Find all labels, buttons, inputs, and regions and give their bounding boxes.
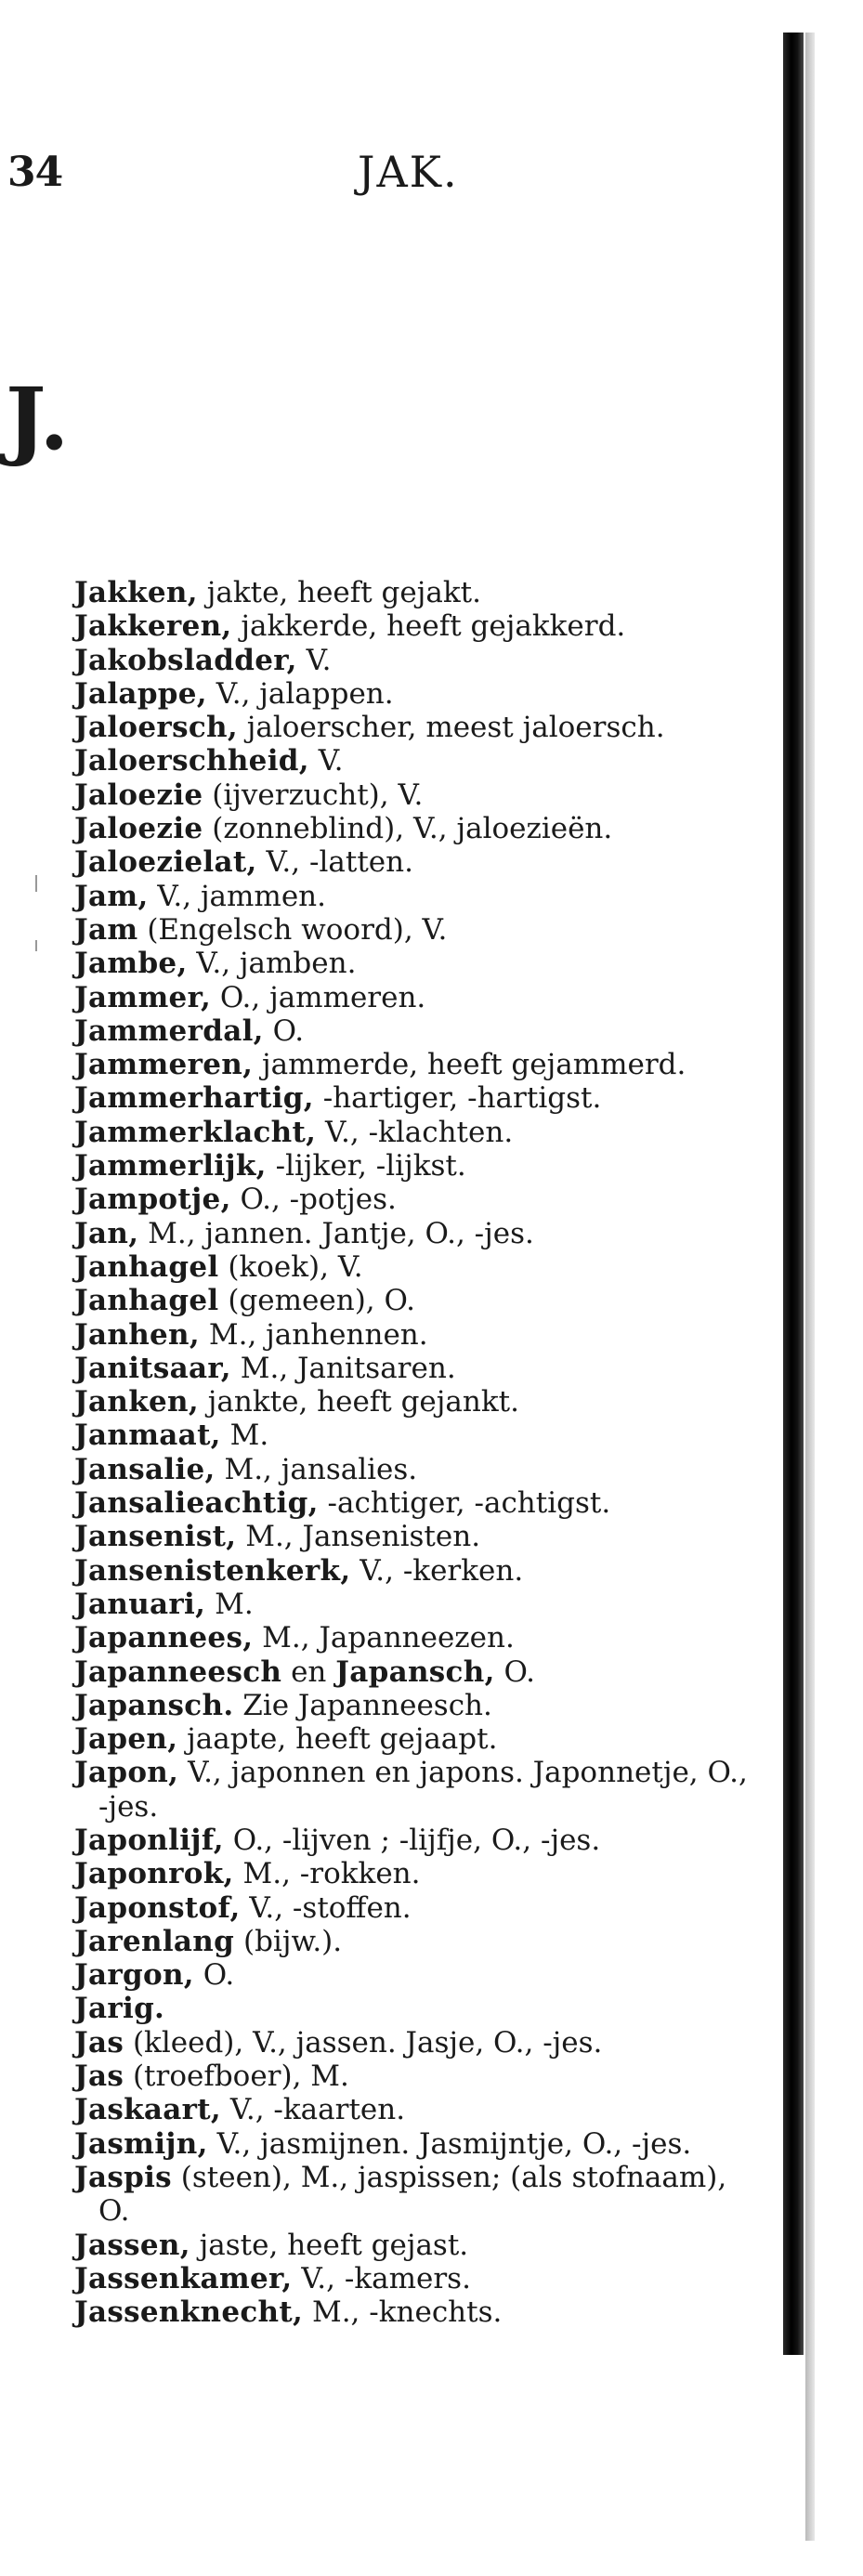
- entry-headword: Jammerdal,: [74, 1013, 264, 1048]
- page-spine-edge: [783, 33, 804, 2355]
- entry-definition: M., -knechts.: [303, 2295, 503, 2330]
- entry-headword: Japonlijf,: [74, 1823, 224, 1857]
- dictionary-entry: [74, 1958, 762, 1992]
- dictionary-entry: [74, 913, 762, 947]
- entry-headword: Jammerhartig,: [74, 1081, 314, 1116]
- dictionary-entry: [74, 1453, 762, 1486]
- dictionary-entry: [74, 1116, 762, 1149]
- entry-definition: jakkerde, heeft gejakkerd.: [231, 609, 626, 644]
- entry-headword: Janhagel: [74, 1249, 219, 1284]
- entry-definition: V., jasmijnen. Jasmijntje, O., -jes.: [207, 2126, 692, 2161]
- entry-definition: (koek), V.: [218, 1249, 363, 1284]
- entry-headword: Jansalieachtig,: [74, 1486, 319, 1521]
- dictionary-entry: [74, 1318, 762, 1352]
- entry-definition: -lijker, -lijkst.: [266, 1149, 466, 1183]
- entry-definition: M., Japanneezen.: [253, 1621, 515, 1655]
- entry-headword: Jakkeren,: [74, 609, 232, 644]
- entry-definition: M.: [205, 1587, 254, 1621]
- entry-headword: Japen,: [74, 1722, 178, 1757]
- dictionary-entry: [74, 1689, 762, 1722]
- entry-definition: V., japonnen en japons. Japonnetje, O., -jes.: [98, 1756, 748, 1824]
- entry-definition: V.: [296, 643, 332, 677]
- entry-definition: (steen), M., jaspissen; (als stofnaam), O.: [98, 2160, 727, 2229]
- dictionary-entry: [74, 1520, 762, 1553]
- entry-headword: Japonrok,: [74, 1857, 234, 1891]
- entry-definition: jammerde, heeft gejammerd.: [253, 1048, 686, 1082]
- entry-headword: Japon,: [74, 1756, 179, 1790]
- entry-headword: Jammerklacht,: [74, 1115, 317, 1149]
- dictionary-entry: [74, 2059, 762, 2093]
- entry-headword: Jaspis: [74, 2160, 172, 2194]
- dictionary-entry: [74, 947, 762, 980]
- dictionary-entry: [74, 1824, 762, 1857]
- dictionary-entry: [74, 1149, 762, 1183]
- entry-definition: en: [281, 1654, 336, 1689]
- dictionary-entry: [74, 1284, 762, 1317]
- dictionary-entry: [74, 778, 762, 812]
- dictionary-entry: [74, 744, 762, 778]
- dictionary-entry: [74, 1250, 762, 1284]
- dictionary-entry: [74, 1486, 762, 1520]
- entry-headword: Jansenistenkerk,: [74, 1553, 351, 1588]
- entry-definition: V., jamben.: [187, 947, 357, 981]
- entry-definition: O., jammeren.: [211, 980, 426, 1014]
- dictionary-entry: [74, 644, 762, 677]
- entry-definition: V., jalappen.: [206, 676, 394, 711]
- dictionary-entry: [74, 1588, 762, 1621]
- dictionary-entry: [74, 1183, 762, 1216]
- dictionary-entry: [74, 2295, 762, 2329]
- entry-definition: O.: [193, 1958, 235, 1993]
- dictionary-entry: [74, 1655, 762, 1689]
- running-head: JAK.: [358, 147, 459, 197]
- page-spine-shadow: [805, 33, 815, 2541]
- dictionary-entry: [74, 1081, 762, 1115]
- entry-headword: Jassenknecht,: [74, 2295, 304, 2330]
- entry-headword: Japansch,: [335, 1654, 495, 1689]
- entry-definition: M., jannen. Jantje, O., -jes.: [138, 1216, 534, 1250]
- dictionary-entry: [74, 1992, 762, 2025]
- entry-headword: Jansenist,: [74, 1520, 237, 1554]
- entry-headword: Japannees,: [74, 1621, 254, 1655]
- dictionary-entry: [74, 2161, 762, 2229]
- entry-definition: M., janhennen.: [200, 1317, 428, 1352]
- entry-headword: Jaloezielat,: [74, 845, 257, 880]
- dictionary-entry: [74, 2262, 762, 2295]
- entry-definition: (ijverzucht), V.: [203, 778, 424, 812]
- dictionary-entry: [74, 2026, 762, 2059]
- entry-headword: Jas: [74, 2025, 124, 2059]
- entry-definition: (Engelsch woord), V.: [137, 912, 448, 947]
- entry-headword: Jammerlijk,: [74, 1149, 267, 1183]
- dictionary-entry: [74, 1352, 762, 1385]
- entry-definition: M., jansalies.: [215, 1452, 418, 1486]
- entry-headword: Jaloezie: [74, 812, 203, 846]
- entry-definition: M., Jansenisten.: [236, 1520, 481, 1554]
- dictionary-entry: [74, 1925, 762, 1958]
- entry-definition: O.: [494, 1654, 535, 1689]
- dictionary-entry: [74, 880, 762, 913]
- entry-definition: -achtiger, -achtigst.: [318, 1486, 611, 1521]
- entry-definition: jankte, heeft gejankt.: [198, 1385, 519, 1419]
- dictionary-entry: [74, 1385, 762, 1419]
- page-number: 34: [7, 149, 63, 196]
- dictionary-entry: [74, 1217, 762, 1250]
- dictionary-entry: [74, 677, 762, 711]
- entry-headword: Jaloerschheid,: [74, 744, 309, 778]
- entry-definition: -hartiger, -hartigst.: [313, 1081, 602, 1116]
- entry-definition: Zie Japanneesch.: [233, 1688, 492, 1722]
- entry-headword: Janitsaar,: [74, 1351, 231, 1385]
- margin-mark: [35, 940, 37, 951]
- entry-headword: Jakobsladder,: [74, 643, 297, 677]
- entry-definition: (troefboer), M.: [124, 2059, 349, 2094]
- entry-definition: M., Janitsaren.: [230, 1351, 456, 1385]
- entry-headword: Jammeren,: [74, 1048, 254, 1082]
- dictionary-entry: [74, 609, 762, 643]
- entry-headword: Jammer,: [74, 980, 212, 1014]
- entry-definition: (gemeen), O.: [218, 1284, 415, 1318]
- entry-definition: jaste, heeft gejast.: [190, 2228, 469, 2262]
- dictionary-entry: [74, 711, 762, 744]
- entry-headword: Jam: [74, 912, 138, 947]
- entry-headword: Jas: [74, 2059, 124, 2094]
- entry-definition: O.: [263, 1013, 305, 1048]
- dictionary-entry: [74, 1756, 762, 1824]
- entry-definition: V., -kamers.: [292, 2261, 471, 2295]
- entry-headword: Jarig.: [74, 1992, 165, 2026]
- entry-headword: Jasmijn,: [74, 2126, 208, 2161]
- entry-headword: Januari,: [74, 1587, 206, 1621]
- dictionary-entry: [74, 1722, 762, 1756]
- entry-definition: jakte, heeft gejakt.: [197, 576, 481, 609]
- dictionary-entry: [74, 2229, 762, 2262]
- entry-definition: M., -rokken.: [233, 1857, 421, 1891]
- entry-definition: O., -potjes.: [230, 1183, 397, 1217]
- entry-headword: Jaskaart,: [74, 2093, 222, 2127]
- entry-definition: M.: [220, 1419, 269, 1453]
- dictionary-entry: [74, 1621, 762, 1654]
- entry-headword: Japonstof,: [74, 1890, 241, 1925]
- dictionary-entry: [74, 981, 762, 1014]
- entry-definition: (bijw.).: [234, 1924, 343, 1958]
- entry-definition: O., -lijven ; -lijfje, O., -jes.: [223, 1823, 601, 1857]
- entry-headword: Japansch.: [74, 1688, 234, 1722]
- dictionary-entry: [74, 1014, 762, 1048]
- entry-headword: Jargon,: [74, 1958, 194, 1993]
- entry-definition: (kleed), V., jassen. Jasje, O., -jes.: [124, 2025, 603, 2059]
- entry-definition: V., -stoffen.: [240, 1890, 412, 1925]
- entry-definition: jaapte, heeft gejaapt.: [177, 1722, 498, 1757]
- entry-headword: Janken,: [74, 1385, 199, 1419]
- entry-definition: jaloerscher, meest jaloersch.: [237, 711, 665, 745]
- entry-definition: V., -kerken.: [350, 1553, 524, 1588]
- entry-headword: Jakken,: [74, 576, 198, 609]
- entry-definition: V.: [308, 744, 344, 778]
- entry-headword: Janhagel: [74, 1284, 219, 1318]
- entry-headword: Jam,: [74, 879, 149, 913]
- entry-definition: V., -klachten.: [316, 1115, 514, 1149]
- dictionary-entry: [74, 812, 762, 845]
- dictionary-entry: [74, 1554, 762, 1588]
- entry-list: [74, 576, 762, 2329]
- entry-headword: Jan,: [74, 1216, 139, 1250]
- entry-headword: Jalappe,: [74, 676, 207, 711]
- dictionary-entry: [74, 2127, 762, 2161]
- dictionary-entry: [74, 1857, 762, 1890]
- entry-headword: Janmaat,: [74, 1419, 221, 1453]
- dictionary-entry: [74, 1419, 762, 1452]
- entry-headword: Jampotje,: [74, 1183, 231, 1217]
- entry-headword: Jassenkamer,: [74, 2261, 293, 2295]
- margin-mark: [35, 875, 37, 892]
- entry-definition: V., jammen.: [148, 879, 326, 913]
- dictionary-entry: [74, 1048, 762, 1081]
- entry-definition: V., -latten.: [256, 845, 413, 880]
- entry-headword: Jambe,: [74, 947, 188, 981]
- entry-headword: Jaloersch,: [74, 711, 238, 745]
- entry-definition: (zonneblind), V., jaloezieën.: [203, 812, 613, 846]
- entry-headword: Jarenlang: [74, 1924, 235, 1958]
- dictionary-entry: [74, 576, 762, 609]
- dictionary-entry: [74, 2093, 762, 2126]
- entry-headword: Jassen,: [74, 2228, 190, 2262]
- entry-headword: Jansalie,: [74, 1452, 216, 1486]
- entry-headword: Janhen,: [74, 1317, 200, 1352]
- dictionary-entry: [74, 845, 762, 879]
- section-letter: J.: [6, 369, 70, 469]
- entry-headword: Japanneesch: [74, 1654, 282, 1689]
- entry-definition: V., -kaarten.: [221, 2093, 406, 2127]
- dictionary-entry: [74, 1891, 762, 1925]
- entry-headword: Jaloezie: [74, 778, 203, 812]
